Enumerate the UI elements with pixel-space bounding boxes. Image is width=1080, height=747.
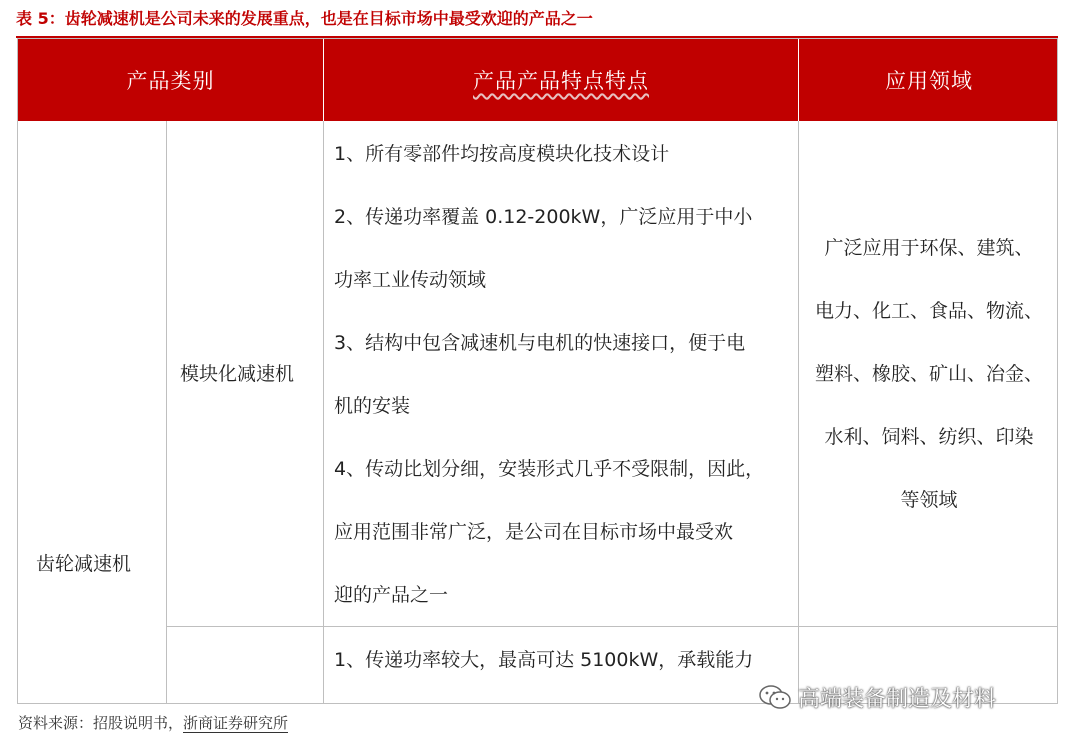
application-line: 水利、饲料、纺织、印染 [824, 426, 1034, 448]
watermark-text: 高端装备制造及材料 [798, 686, 997, 712]
application-line: 电力、化工、食品、物流、 [814, 300, 1043, 322]
application-line: 等领域 [900, 489, 958, 511]
source-note [18, 712, 288, 733]
feature-line: 1、传递功率较大，最高可达 5100kW，承载能力 [334, 649, 754, 671]
watermark [758, 682, 996, 712]
feature-line: 应用范围非常广泛，是公司在目标市场中最受欢 [334, 521, 734, 543]
feature-line: 2、传递功率覆盖 0.12-200kW，广泛应用于中小 [334, 206, 753, 228]
feature-line: 4、传动比划分细，安装形式几乎不受限制，因此， [334, 458, 765, 480]
row-divider [166, 626, 1058, 627]
category-main: 齿轮减速机 [36, 553, 132, 575]
header-category-label: 产品类别 [126, 69, 215, 93]
divider-subcategory [323, 121, 324, 704]
feature-line: 机的安装 [334, 395, 411, 417]
application-line: 塑料、橡胶、矿山、冶金、 [814, 363, 1043, 385]
header-application [798, 39, 1058, 121]
source-highlight: 浙商证券研究所 [183, 714, 289, 732]
feature-line: 迎的产品之一 [334, 584, 449, 606]
header-features-label: 产品产品特点特点 [473, 69, 649, 93]
wechat-icon [758, 684, 792, 710]
header-features [323, 39, 798, 121]
product-table [17, 38, 1058, 704]
header-category [18, 39, 323, 121]
divider-category [166, 121, 167, 704]
feature-line: 1、所有零部件均按高度模块化技术设计 [334, 143, 670, 165]
application-line: 广泛应用于环保、建筑、 [824, 237, 1034, 259]
feature-line: 功率工业传动领域 [334, 269, 487, 291]
table-caption: 表 5：齿轮减速机是公司未来的发展重点，也是在目标市场中最受欢迎的产品之一 [16, 9, 593, 28]
subcategory-modular: 模块化减速机 [180, 363, 295, 385]
header-application-label: 应用领域 [885, 69, 973, 93]
source-prefix: 资料来源：招股说明书， [18, 714, 184, 732]
table-header [18, 39, 1058, 121]
feature-line: 3、结构中包含减速机与电机的快速接口，便于电 [334, 332, 746, 354]
